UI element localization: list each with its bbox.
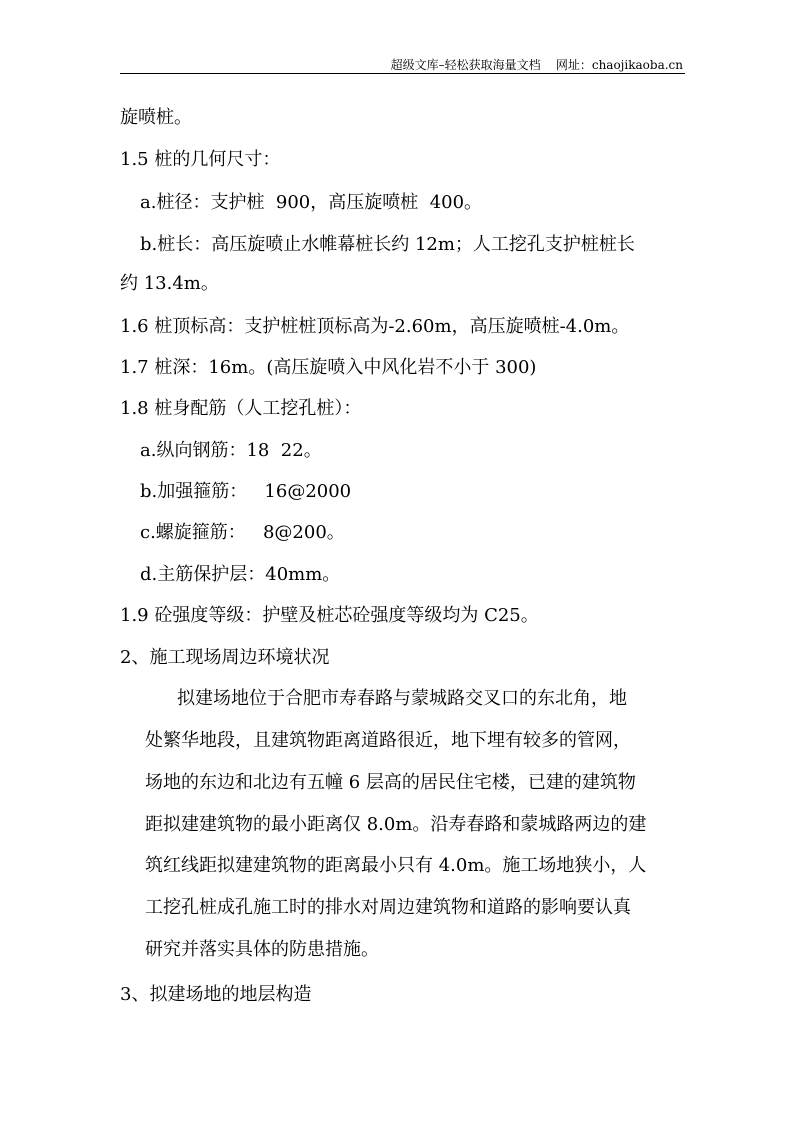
paragraph-line: 研究并落实具体的防患措施。	[145, 939, 379, 960]
paragraph-line: 拟建场地位于合肥市寿春路与蒙城路交叉口的东北角，地	[177, 688, 627, 709]
section-heading: 1.5 桩的几何尺寸：	[120, 149, 281, 170]
text-line: 旋喷桩。	[120, 107, 192, 128]
list-item: d.主筋保护层：40mm。	[140, 564, 341, 585]
paragraph-line: 筑红线距拟建建筑物的距离最小只有 4.0m。施工场地狭小，人	[145, 855, 647, 876]
list-item: c.螺旋箍筋： 8@200。	[140, 522, 345, 543]
paragraph-line: 距拟建建筑物的最小距离仅 8.0m。沿寿春路和蒙城路两边的建	[145, 814, 647, 835]
paragraph-line: 处繁华地段，且建筑物距离道路很近，地下埋有较多的管网，	[145, 730, 631, 751]
list-item: a.桩径：支护桩 900，高压旋喷桩 400。	[140, 192, 483, 213]
paragraph-line: 场地的东边和北边有五幢 6 层高的居民住宅楼，已建的建筑物	[145, 772, 636, 793]
list-item: b.桩长：高压旋喷止水帷幕桩长约 12m；人工挖孔支护桩桩长	[140, 234, 635, 255]
list-item: a.纵向钢筋：18 22。	[140, 440, 322, 461]
page-header: 超级文库–轻松获取海量文档 网址：chaojikaoba.cn	[390, 58, 683, 72]
section-heading: 3、拟建场地的地层构造	[120, 984, 312, 1005]
header-rule	[120, 73, 685, 74]
paragraph-line: 工挖孔桩成孔施工时的排水对周边建筑物和道路的影响要认真	[145, 897, 631, 918]
section-heading: 1.7 桩深：16m。(高压旋喷入中风化岩不小于 300)	[120, 357, 537, 378]
section-heading: 2、施工现场周边环境状况	[120, 647, 330, 668]
section-heading: 1.8 桩身配筋（人工挖孔桩）：	[120, 398, 362, 419]
section-heading: 1.9 砼强度等级：护壁及桩芯砼强度等级均为 C25。	[120, 605, 539, 626]
section-heading: 1.6 桩顶标高：支护桩桩顶标高为-2.60m，高压旋喷桩-4.0m。	[120, 316, 630, 337]
text-line: 约 13.4m。	[120, 273, 219, 294]
list-item: b.加强箍筋： 16@2000	[140, 481, 352, 502]
